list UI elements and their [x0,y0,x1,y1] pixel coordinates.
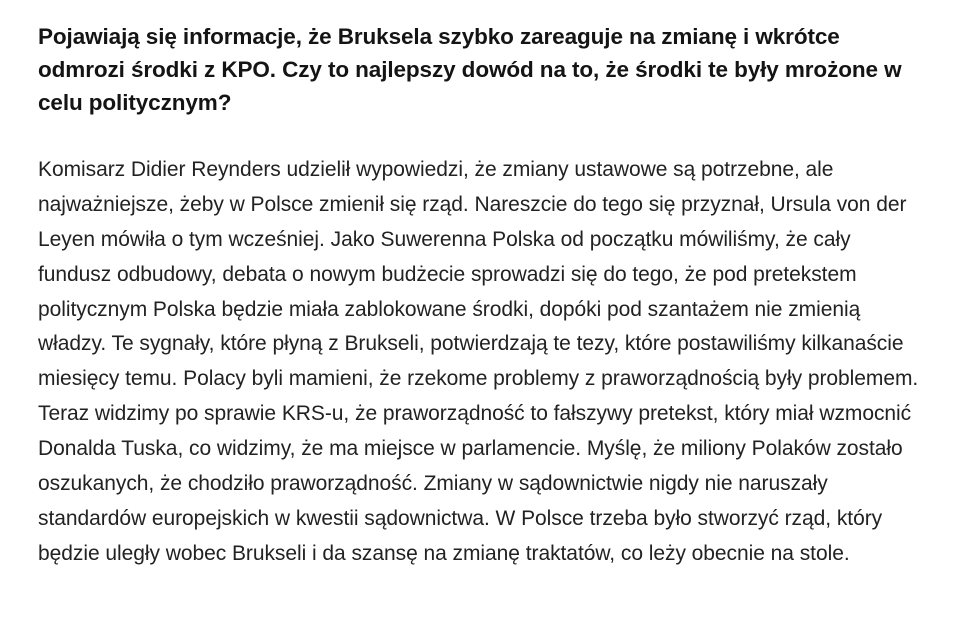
interview-question: Pojawiają się informacje, że Bruksela szybko zareaguje na zmianę i wkrótce odmrozi środki z KPO. Czy to najlepszy dowód na to, że środki te były mrożone w celu politycznym? [38,24,902,116]
interview-answer: Komisarz Didier Reynders udzielił wypowiedzi, że zmiany ustawowe są potrzebne, ale najważniejsze, żeby w Polsce zmienił się rząd. Nareszcie do tego się przyznał, Ursula von der Leyen mówiła o tym wcześniej. Jako Suwerenna Polska od początku mówiliśmy, że cały fundusz odbudowy, debata o nowym budżecie sprowadzi się do tego, że pod pretekstem politycznym Polska będzie miała zablokowane środki, dopóki pod szantażem nie zmienią władzy. Te sygnały, które płyną z Brukseli, potwierdzają te tezy, które postawiliśmy kilkanaście miesięcy temu. Polacy byli mamieni, że rzekome problemy z praworządnością były problemem. Teraz widzimy po sprawie KRS-u, że praworządność to fałszywy pretekst, który miał wzmocnić Donalda Tuska, co widzimy, że ma miejsce w parlamencie. Myślę, że miliony Polaków zostało oszukanych, że chodziło praworządność. Zmiany w sądownictwie nigdy nie naruszały standardów europejskich w kwestii sądownictwa. W Polsce trzeba było stworzyć rząd, który będzie uległy wobec Brukseli i da szansę na zmianę traktatów, co leży obecnie na stole. [38,158,919,565]
